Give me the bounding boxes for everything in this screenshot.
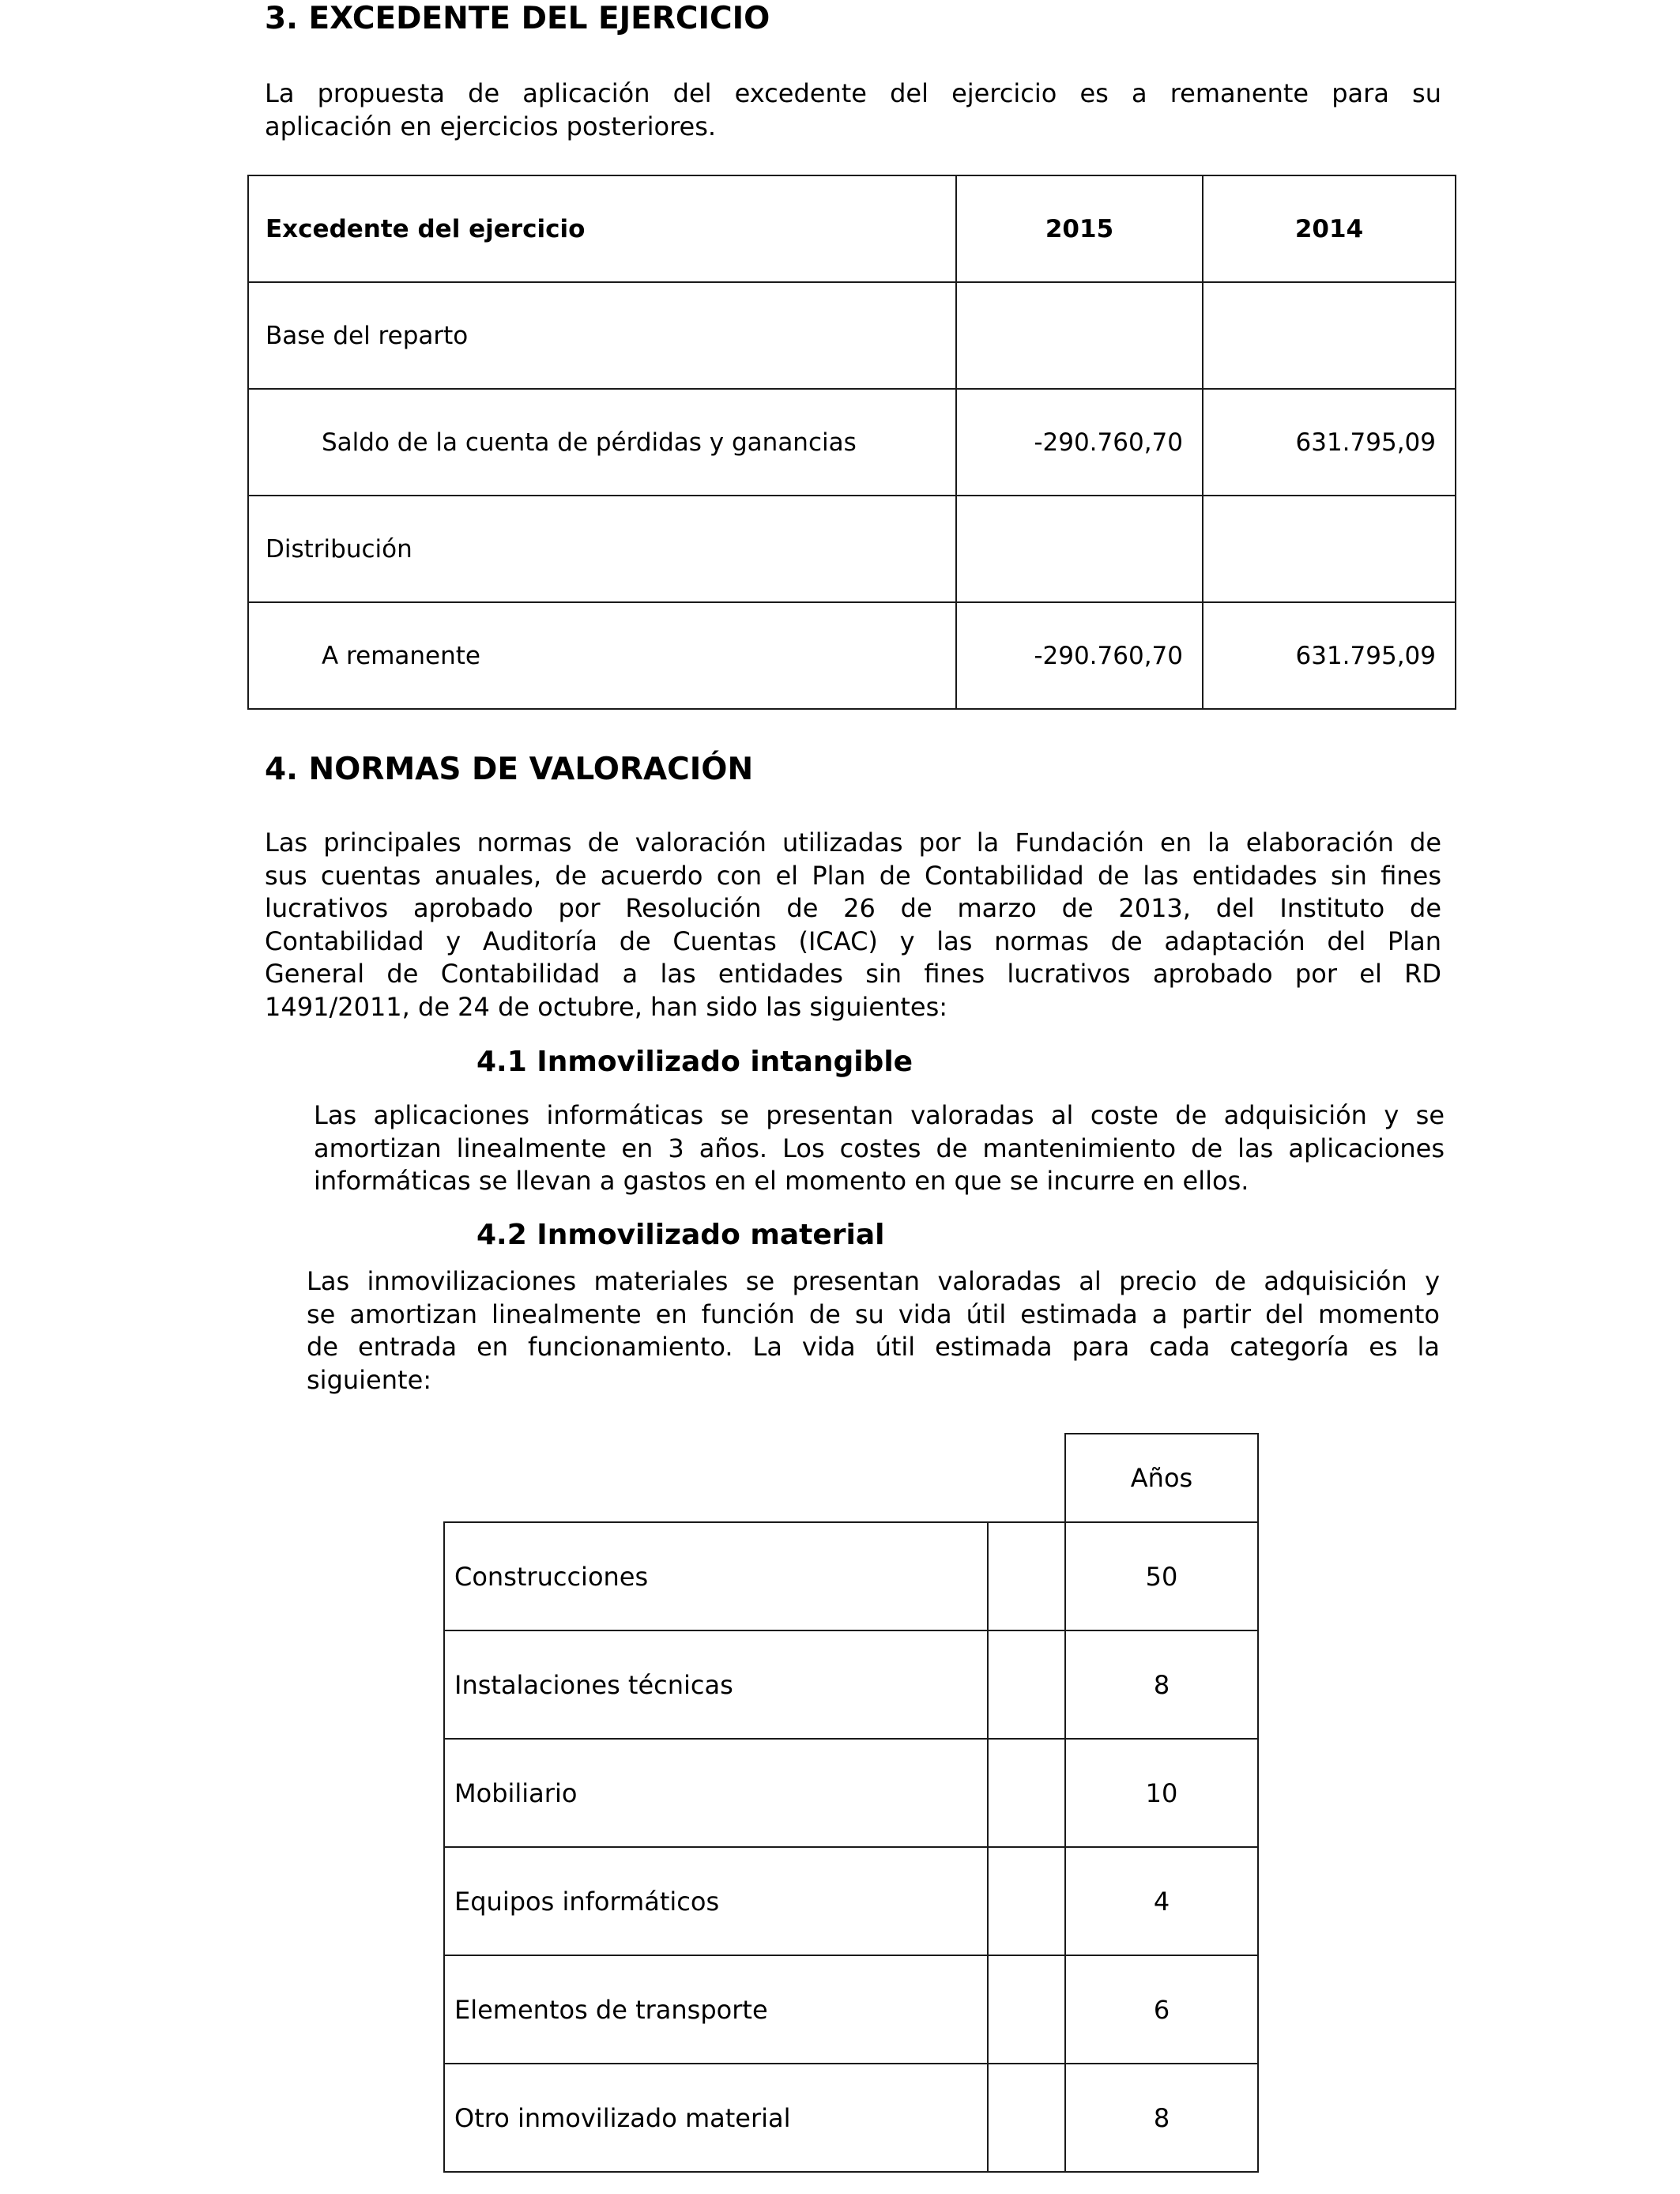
empty-cell (988, 1955, 1065, 2064)
paragraph-line: Las inmovilizaciones materiales se presentan valoradas al precio de adquisición y (307, 1266, 1440, 1296)
paragraph-line: Contabilidad y Auditoría de Cuentas (ICAC) y las normas de adaptación del Plan (265, 925, 1441, 956)
paragraph-line: Las aplicaciones informáticas se presentan valoradas al coste de adquisición y se (314, 1100, 1445, 1130)
paragraph-line: informáticas se llevan a gastos en el momento en que se incurre en ellos. (314, 1166, 1249, 1196)
paragraph-line: La propuesta de aplicación del excedente del ejercicio es a remanente para su (265, 78, 1441, 108)
row-label: Saldo de la cuenta de pérdidas y ganancias (248, 389, 956, 496)
row-label: Distribución (248, 496, 956, 602)
years: 10 (1065, 1739, 1258, 1847)
header-2015: 2015 (956, 175, 1203, 282)
paragraph-line: 1491/2011, de 24 de octubre, han sido las siguientes: (265, 991, 948, 1022)
empty-cell (988, 1739, 1065, 1847)
table-row (248, 282, 1456, 389)
table-row (444, 1522, 1258, 1630)
table-row (444, 1847, 1258, 1955)
empty-cell (988, 1847, 1065, 1955)
section-3-heading: 3. EXCEDENTE DEL EJERCICIO (265, 1, 770, 36)
useful-life-table (443, 1433, 1259, 2173)
years: 4 (1065, 1847, 1258, 1955)
paragraph-line: lucrativos aprobado por Resolución de 26 de marzo de 2013, del Instituto de (265, 893, 1441, 923)
header-concept: Excedente del ejercicio (248, 175, 956, 282)
empty-cell (988, 1630, 1065, 1739)
value-2015 (956, 496, 1203, 602)
empty-cell (988, 1522, 1065, 1630)
header-years: Años (1065, 1434, 1258, 1522)
category: Equipos informáticos (444, 1847, 988, 1955)
table-row (444, 1955, 1258, 2064)
table-row (444, 2064, 1258, 2172)
table-row (248, 496, 1456, 602)
empty-cell (988, 1434, 1065, 1522)
value-2014 (1203, 496, 1456, 602)
section-4-heading: 4. NORMAS DE VALORACIÓN (265, 752, 754, 787)
paragraph-line: General de Contabilidad a las entidades sin fines lucrativos aprobado por el RD (265, 959, 1441, 989)
paragraph-line: amortizan linealmente en 3 años. Los costes de mantenimiento de las aplicaciones (314, 1133, 1445, 1163)
table-row (444, 1630, 1258, 1739)
surplus-table-header (248, 175, 1456, 282)
value-2014: 631.795,09 (1203, 602, 1456, 709)
empty-cell (444, 1434, 988, 1522)
subsection-4-2-heading: 4.2 Inmovilizado material (477, 1219, 885, 1251)
value-2015 (956, 282, 1203, 389)
value-2015: -290.760,70 (956, 389, 1203, 496)
table-row (248, 389, 1456, 496)
value-2014: 631.795,09 (1203, 389, 1456, 496)
category: Otro inmovilizado material (444, 2064, 988, 2172)
years: 6 (1065, 1955, 1258, 2064)
category: Elementos de transporte (444, 1955, 988, 2064)
paragraph-line: se amortizan linealmente en función de su vida útil estimada a partir del momento (307, 1299, 1440, 1329)
value-2014 (1203, 282, 1456, 389)
empty-cell (988, 2064, 1065, 2172)
category: Construcciones (444, 1522, 988, 1630)
paragraph-line: aplicación en ejercicios posteriores. (265, 111, 717, 141)
category: Mobiliario (444, 1739, 988, 1847)
years: 8 (1065, 1630, 1258, 1739)
paragraph-line: siguiente: (307, 1364, 432, 1395)
category: Instalaciones técnicas (444, 1630, 988, 1739)
value-2015: -290.760,70 (956, 602, 1203, 709)
paragraph-line: de entrada en funcionamiento. La vida útil estimada para cada categoría es la (307, 1332, 1440, 1362)
subsection-4-1-heading: 4.1 Inmovilizado intangible (477, 1046, 913, 1078)
paragraph-line: sus cuentas anuales, de acuerdo con el Plan de Contabilidad de las entidades sin fines (265, 860, 1441, 891)
years: 50 (1065, 1522, 1258, 1630)
header-2014: 2014 (1203, 175, 1456, 282)
row-label: Base del reparto (248, 282, 956, 389)
paragraph-line: Las principales normas de valoración utilizadas por la Fundación en la elaboración de (265, 827, 1441, 858)
subsection-4-1-text (314, 1099, 1445, 1198)
table-row (444, 1739, 1258, 1847)
years: 8 (1065, 2064, 1258, 2172)
surplus-table (247, 175, 1456, 710)
row-label: A remanente (248, 602, 956, 709)
subsection-4-2-text (307, 1265, 1440, 1397)
useful-life-header (444, 1434, 1258, 1522)
table-row (248, 602, 1456, 709)
section-4-intro (265, 827, 1441, 1023)
section-3-intro (265, 77, 1441, 143)
